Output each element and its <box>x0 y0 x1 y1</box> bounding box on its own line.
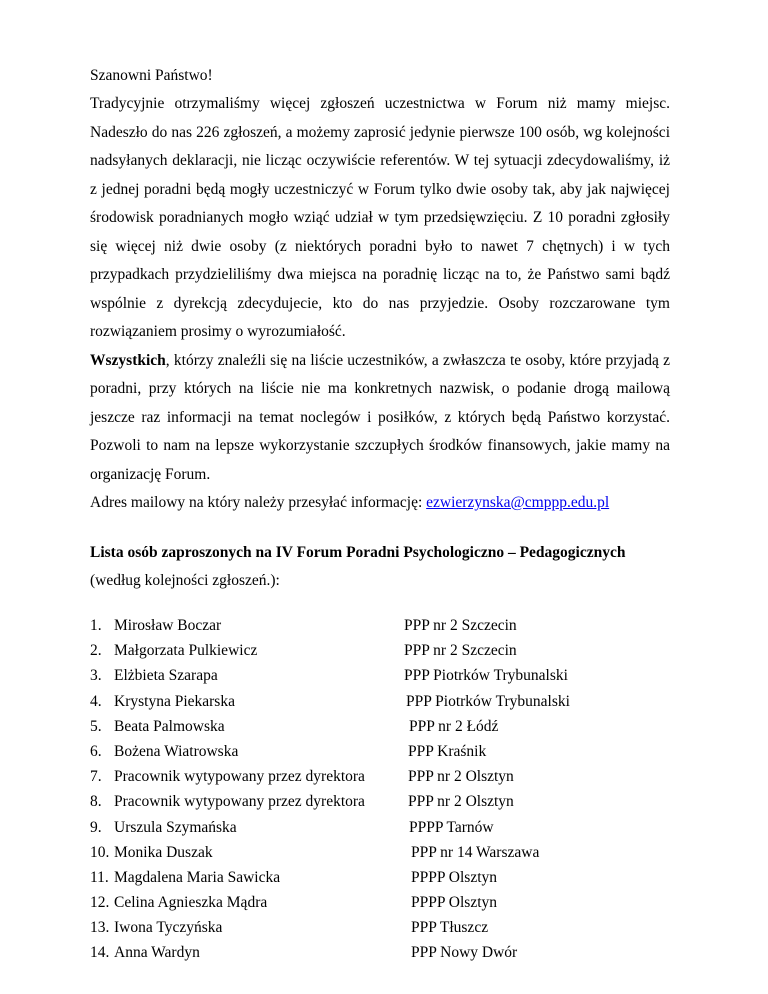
list-item-name: Magdalena Maria Sawicka <box>114 868 281 886</box>
list-item <box>90 940 670 965</box>
list-item <box>90 739 670 764</box>
paragraph-request <box>90 347 670 490</box>
list-item-number: 9. <box>90 818 102 836</box>
list-item <box>90 815 670 840</box>
list-item-number: 14. <box>90 944 110 962</box>
list-item-name: Elżbieta Szarapa <box>114 667 218 685</box>
list-item-institution: PPP Piotrków Trybunalski <box>406 692 570 710</box>
email-prefix: Adres mailowy na który należy przesyłać informację: <box>90 494 427 511</box>
list-item-number: 2. <box>90 642 102 660</box>
email-link[interactable]: ezwierzynska@cmppp.edu.pl <box>426 494 610 511</box>
list-item-name: Celina Agnieszka Mądra <box>114 894 268 912</box>
email-line <box>90 489 670 517</box>
list-item-number: 11. <box>90 868 109 886</box>
list-item-institution: PPP nr 2 Olsztyn <box>408 768 514 786</box>
list-item <box>90 638 670 663</box>
greeting: Szanowni Państwo! <box>90 67 213 84</box>
list-item-name: Monika Duszak <box>114 843 213 861</box>
document-page <box>90 62 670 966</box>
list-item-name: Urszula Szymańska <box>114 818 237 836</box>
list-item-name: Iwona Tyczyńska <box>114 919 223 937</box>
list-item-number: 3. <box>90 667 102 685</box>
paragraph-request-bold: Wszystkich <box>90 351 166 369</box>
list-item-institution: PPP Piotrków Trybunalski <box>404 667 568 685</box>
participant-list <box>90 613 670 966</box>
list-item-number: 6. <box>90 742 102 760</box>
list-item <box>90 764 670 789</box>
list-item-name: Pracownik wytypowany przez dyrektora <box>114 768 365 786</box>
list-title: Lista osób zaproszonych na IV Forum Poradni Psychologiczno – Pedagogicznych <box>90 544 626 561</box>
list-item-number: 4. <box>90 692 102 710</box>
list-item-institution: PPP Nowy Dwór <box>411 944 518 962</box>
list-item-institution: PPP nr 2 Łódź <box>409 717 499 735</box>
list-item-institution: PPP nr 2 Szczecin <box>404 617 517 634</box>
list-subtitle: (według kolejności zgłoszeń.): <box>90 572 280 589</box>
list-item-number: 1. <box>90 617 102 634</box>
list-item <box>90 613 670 638</box>
list-item-institution: PPP nr 2 Szczecin <box>404 642 517 660</box>
list-item-name: Mirosław Boczar <box>114 617 222 634</box>
list-item-institution: PPPP Olsztyn <box>411 868 497 886</box>
list-item-institution: PPP Kraśnik <box>408 742 487 760</box>
list-item-name: Krystyna Piekarska <box>114 692 235 710</box>
list-item <box>90 689 670 714</box>
list-item <box>90 890 670 915</box>
list-item <box>90 663 670 688</box>
list-item-institution: PPPP Tarnów <box>409 818 494 836</box>
list-item <box>90 789 670 814</box>
list-item-number: 7. <box>90 768 102 786</box>
list-item-number: 8. <box>90 793 102 811</box>
list-item <box>90 840 670 865</box>
list-item-name: Anna Wardyn <box>114 944 200 962</box>
list-item-name: Beata Palmowska <box>114 717 225 735</box>
paragraph-request-text: , którzy znaleźli się na liście uczestników, a zwłaszcza te osoby, które przyjadą z poradni, przy których na liście nie ma konkretnych nazwisk, o podanie drogą mailową jeszcze raz informacji na temat noclegów i posiłków, z których będą Państwo korzystać. Pozwoli to nam na lepsze wykorzystanie szczupłych środków finansowych, jakie mamy na organizację Forum. <box>90 351 670 483</box>
list-item-institution: PPPP Olsztyn <box>411 894 497 912</box>
list-item-name: Pracownik wytypowany przez dyrektora <box>114 793 365 811</box>
paragraph-intro: Tradycyjnie otrzymaliśmy więcej zgłoszeń uczestnictwa w Forum niż mamy miejsc. Nadeszło do nas 226 zgłoszeń, a możemy zaprosić jedynie pierwsze 100 osób, wg kolejności nadsyłanych deklaracji, nie licząc oczywiście referentów. W tej sytuacji zdecydowaliśmy, iż z jednej poradni będą mogły uczestniczyć w Forum tylko dwie osoby tak, aby jak najwięcej środowisk poradnianych mogło wziąć udział w tym przedsięwzięciu. Z 10 poradni zgłosiły się więcej niż dwie osoby (z niektórych poradni było to nawet 7 chętnych) i w tych przypadkach przydzieliliśmy dwa miejsca na poradnię licząc na to, że Państwo sami bądź wspólnie z dyrekcją zdecydujecie, kto do nas przyjedzie. Osoby rozczarowane tym rozwiązaniem prosimy o wyrozumiałość. <box>90 95 670 340</box>
list-item-number: 10. <box>90 843 110 861</box>
list-item <box>90 915 670 940</box>
list-item-name: Bożena Wiatrowska <box>114 742 239 760</box>
list-item-institution: PPP nr 14 Warszawa <box>411 843 540 861</box>
list-item-institution: PPP Tłuszcz <box>411 919 489 937</box>
list-item-number: 13. <box>90 919 110 937</box>
list-item-institution: PPP nr 2 Olsztyn <box>408 793 514 811</box>
list-item <box>90 714 670 739</box>
list-item-number: 12. <box>90 894 110 912</box>
list-item <box>90 865 670 890</box>
list-item-name: Małgorzata Pulkiewicz <box>114 642 258 660</box>
list-item-number: 5. <box>90 717 102 735</box>
